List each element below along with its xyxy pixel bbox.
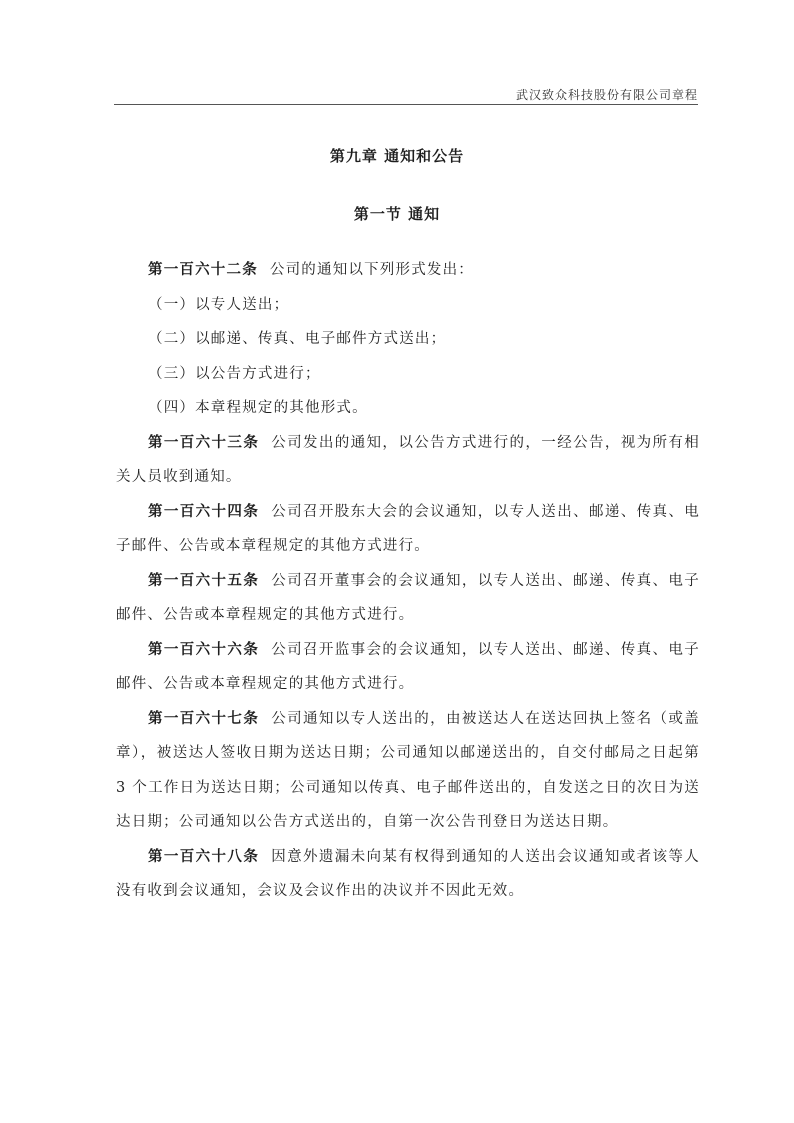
article-label: 第一百六十三条 [148,433,260,451]
article-162 [116,253,700,288]
article-label: 第一百六十二条 [148,261,258,278]
article-label: 第一百六十六条 [148,640,260,658]
article-label: 第一百六十七条 [148,709,260,727]
list-item [116,322,700,357]
article-165 [116,564,700,633]
list-item-text: （一）以专人送出； [148,296,290,313]
article-text: 公司发出的通知，以公告方式进行的，一经公告，视为所有相关人员收到通知。 [116,434,700,485]
article-163 [116,426,700,495]
article-text: 公司召开监事会的会议通知，以专人送出、邮递、传真、电子邮件、公告或本章程规定的其他方式进行。 [116,641,700,692]
article-168 [116,840,700,909]
list-item-text: （四）本章程规定的其他形式。 [148,400,368,416]
article-text: 因意外遗漏未向某有权得到通知的人送出会议通知或者该等人没有收到会议通知，会议及会议作出的决议并不因此无效。 [116,848,700,899]
document-body [116,253,700,909]
article-164 [116,495,700,564]
article-166 [116,633,700,702]
list-item-text: （三）以公告方式进行； [148,365,321,382]
section-title: 第一节 通知 [353,205,441,223]
header-title: 武汉致众科技股份有限公司章程 [515,88,698,102]
list-item [116,391,700,426]
article-167 [116,702,700,840]
chapter-title: 第九章 通知和公告 [329,147,465,165]
article-text: 公司召开董事会的会议通知，以专人送出、邮递、传真、电子邮件、公告或本章程规定的其他方式进行。 [116,572,700,623]
list-item [116,357,700,392]
article-text: 公司的通知以下列形式发出： [269,262,475,278]
header-divider [114,104,698,105]
list-item [116,288,700,323]
article-label: 第一百六十四条 [148,502,260,520]
article-text: 公司召开股东大会的会议通知，以专人送出、邮递、传真、电子邮件、公告或本章程规定的其他方式进行。 [116,503,700,554]
list-item-text: （二）以邮递、传真、电子邮件方式送出； [148,331,447,347]
article-label: 第一百六十五条 [148,571,260,589]
article-text: 公司通知以专人送出的，由被送达人在送达回执上签名（或盖章），被送达人签收日期为送达日期；公司通知以邮递送出的，自交付邮局之日起第 3 个工作日为送达日期；公司通知以传真、电子邮件送出的，自发送之日的次日为送达日期；公司通知以公告方式送出的，自第一次公告刊登日为送达日期。 [116,710,700,830]
article-label: 第一百六十八条 [148,847,260,865]
